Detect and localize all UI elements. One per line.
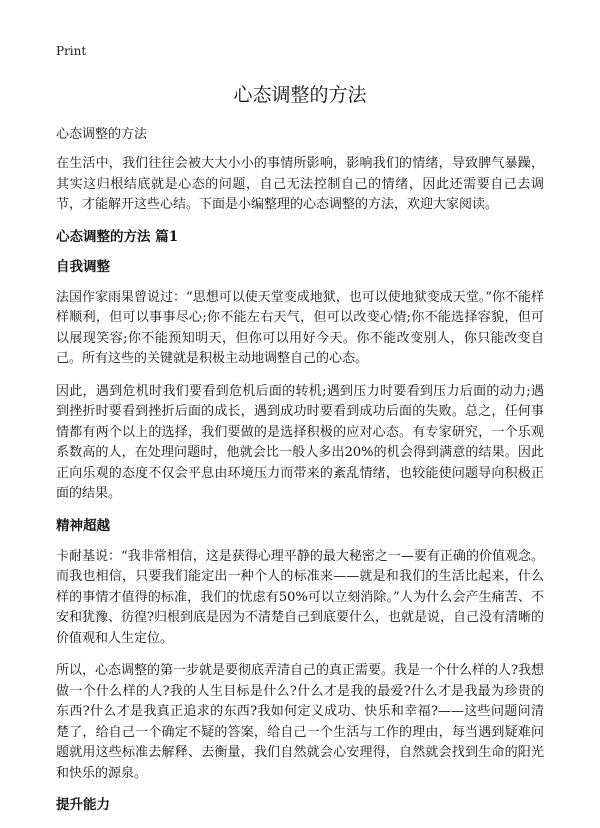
paragraph-2: 因此，遇到危机时我们要看到危机后面的转机;遇到压力时要看到压力后面的动力;遇到挫折时要看到挫折后面的成长，遇到成功时要看到成功后面的失败。总之，任何事情都有两个以上的选择，我们要做的是选择积极的应对心态。有专家研究，一个乐观系数高的人，在处理问题时，他就会比一般人多出20%的机会得到满意的结果。因此正向乐观的态度不仅会平息由环境压力而带来的紊乱情绪，也较能使问题导向积极正面的结果。 [56, 383, 544, 501]
subheading-ability: 提升能力 [56, 797, 110, 813]
document-subtitle: 心态调整的方法 [56, 127, 148, 142]
page-title: 心态调整的方法 [233, 84, 367, 106]
paragraph-4: 所以，心态调整的第一步就是要彻底弄清自己的真正需要。我是一个什么样的人?我想做一个什么样的人?我的人生目标是什么?什么才是我的最爱?什么才是我最为珍贵的东西?什么才是我真正追求的东西?我如何定义成功、快乐和幸福?——这些问题问清楚了，给自己一个确定不疑的答案，给自己一个生活与工作的理由，每当遇到疑难问题就用这些标准去解释、去衡量，我们自然就会心安理得，自然就会找到生命的阳光和快乐的源泉。 [56, 663, 544, 781]
print-label: Print [56, 44, 87, 58]
subheading-spirit: 精神超越 [56, 517, 110, 534]
paragraph-1: 法国作家雨果曾说过：“思想可以使天堂变成地狱，也可以使地狱变成天堂。”你不能样样顺利，但可以事事尽心;你不能左右天气，但可以改变心情;你不能选择容貌，但可以展现笑容;你不能预知明天，但你可以用好今天。你不能改变别人，你只能改变自己。所有这些的关键就是积极主动地调整自己的心态。 [56, 289, 544, 366]
intro-paragraph: 在生活中，我们往往会被大大小小的事情所影响，影响我们的情绪，导致脾气暴躁，其实这归根结底就是心态的问题，自己无法控制自己的情绪，因此还需要自己去调节，才能解开这些心结。下面是小编整理的心态调整的方法，欢迎大家阅读。 [56, 156, 544, 212]
section-heading: 心态调整的方法 篇1 [56, 228, 179, 245]
paragraph-3: 卡耐基说：“我非常相信，这是获得心理平静的最大秘密之一—要有正确的价值观念。而我也相信，只要我们能定出一种个人的标准来——就是和我们的生活比起来，什么样的事情才值得的标准，我们的忧虑有50%可以立刻消除。”人为什么会产生痛苦、不安和犹豫、彷徨?归根到底是因为不清楚自己到底要什么，也就是说，自己没有清晰的价值观和人生定位。 [56, 548, 544, 646]
subheading-self-adjust: 自我调整 [56, 258, 110, 275]
